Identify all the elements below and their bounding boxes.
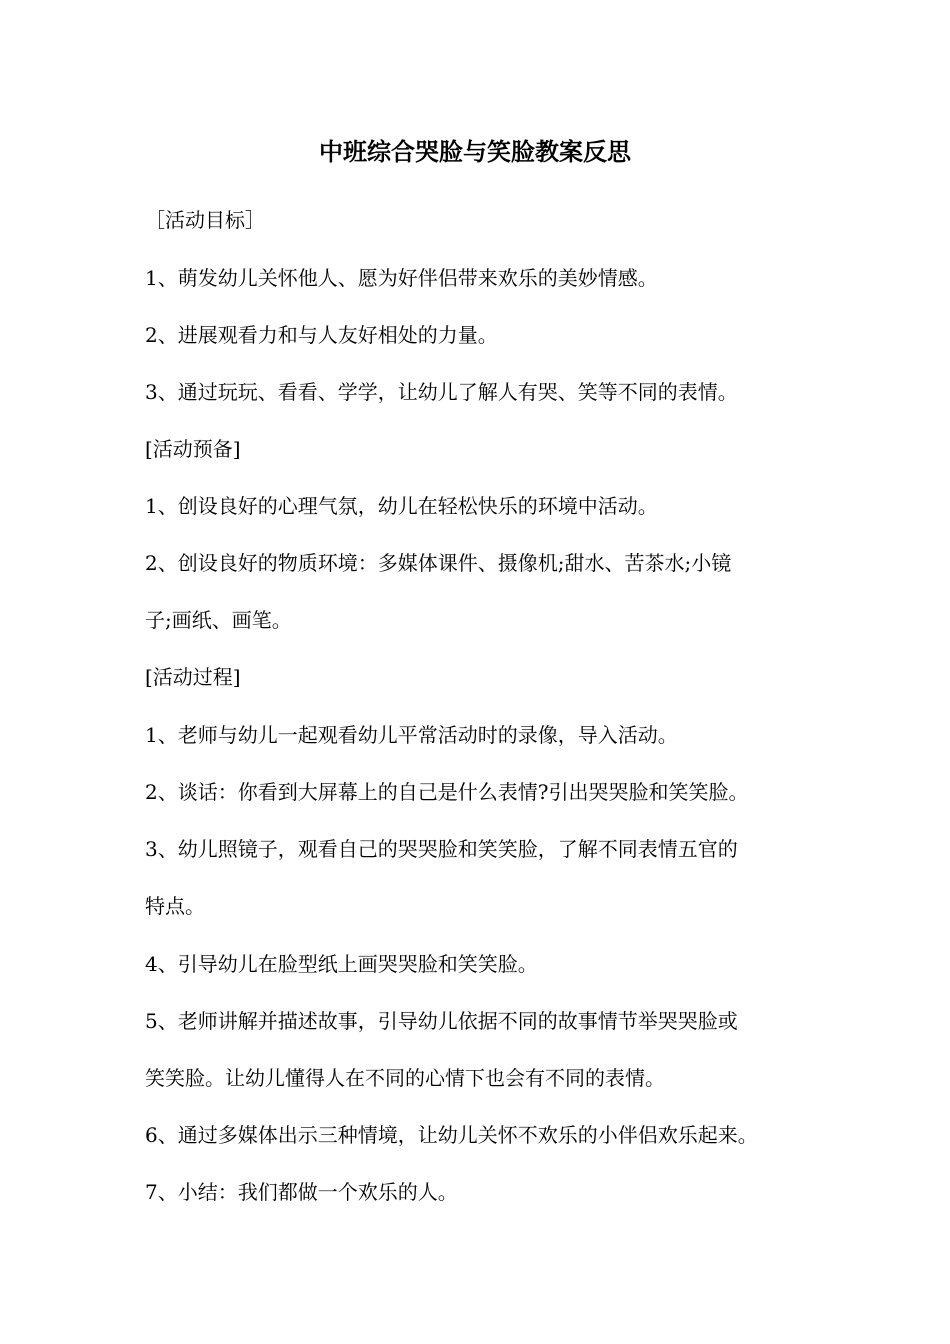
- section-heading-preparation: [活动预备]: [145, 437, 241, 461]
- paragraph-line: 4、引导幼儿在脸型纸上画哭哭脸和笑笑脸。: [145, 952, 538, 976]
- document-title: 中班综合哭脸与笑脸教案反思: [319, 138, 631, 166]
- paragraph-line: 笑笑脸。让幼儿懂得人在不同的心情下也会有不同的表情。: [145, 1066, 665, 1090]
- paragraph-line: 子;画纸、画笔。: [145, 608, 292, 632]
- paragraph-line: 7、小结：我们都做一个欢乐的人。: [145, 1180, 458, 1204]
- paragraph-line: 1、老师与幼儿一起观看幼儿平常活动时的录像，导入活动。: [145, 723, 678, 747]
- paragraph-line: 2、谈话：你看到大屏幕上的自己是什么表情?引出哭哭脸和笑笑脸。: [145, 780, 749, 804]
- paragraph-line: 2、创设良好的物质环境：多媒体课件、摄像机;甜水、苦茶水;小镜: [145, 551, 732, 575]
- section-heading-process: [活动过程]: [145, 665, 241, 689]
- paragraph-line: 6、通过多媒体出示三种情境，让幼儿关怀不欢乐的小伴侣欢乐起来。: [145, 1123, 758, 1147]
- paragraph-line: 5、老师讲解并描述故事，引导幼儿依据不同的故事情节举哭哭脸或: [145, 1009, 738, 1033]
- paragraph-line: 1、萌发幼儿关怀他人、愿为好伴侣带来欢乐的美妙情感。: [145, 266, 658, 290]
- section-heading-goals: ［活动目标］: [145, 208, 265, 232]
- paragraph-line: 1、创设良好的心理气氛，幼儿在轻松快乐的环境中活动。: [145, 494, 658, 518]
- paragraph-line: 2、进展观看力和与人友好相处的力量。: [145, 323, 498, 347]
- paragraph-line: 3、通过玩玩、看看、学学，让幼儿了解人有哭、笑等不同的表情。: [145, 380, 738, 404]
- paragraph-line: 特点。: [145, 894, 205, 918]
- paragraph-line: 3、幼儿照镜子，观看自己的哭哭脸和笑笑脸，了解不同表情五官的: [145, 837, 738, 861]
